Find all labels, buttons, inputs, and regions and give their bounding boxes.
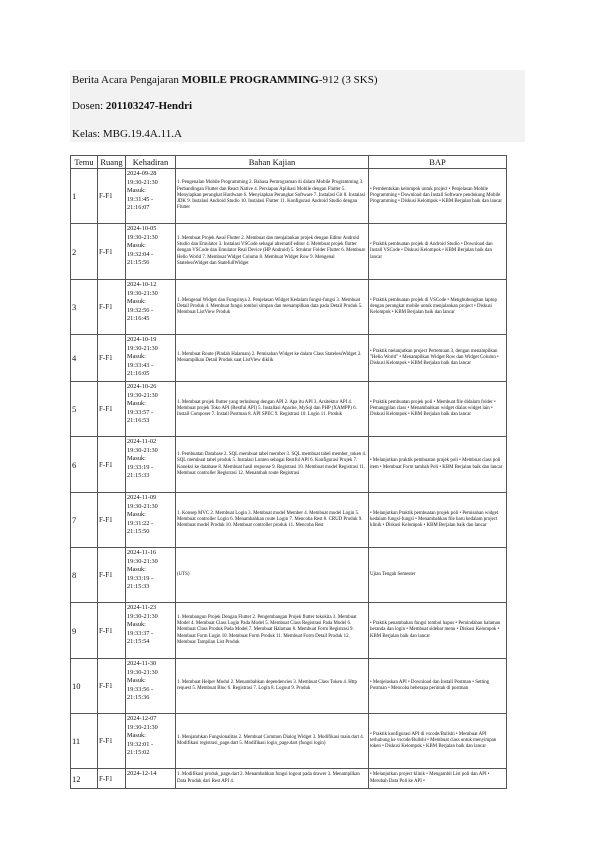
meeting-number: 2: [71, 224, 98, 280]
meeting-number: 6: [71, 437, 98, 493]
meeting-number: 10: [71, 659, 98, 714]
attendance-cell: [126, 437, 176, 493]
session-date: 2024-12-14: [127, 770, 157, 777]
course-material: 1. Menjatuhkan Fungsionalitas 2. Membuat Common Dialog Widget 3. Modifikasi main.dart 4. Modifikasi registrasi_page.dart 5. Modifikasi login_page.dart (fungsi login): [176, 714, 369, 769]
session-time: 19:30-21:30: [127, 723, 158, 731]
check-in-label: Masuk:: [127, 677, 146, 685]
teaching-report: • Melanjutkan Praktik pembuatan projek poli • Pemisahan widget kedalam fungsi-fungsi • Menambahkan file baru kedalam project klinik • Diskusi Kelompok • KBM Berjalan baik dan lancar: [369, 493, 507, 548]
teaching-report: • Praktik melanjutkan project Pertemuan 3, dengan menampilkan "Hello World" • Menampilkan Widget Row dan Widget Column • Diskusi Kelompok • KBM Berjalan baik dan lancar: [369, 335, 507, 382]
check-in-time: 19:33:56 - 21:15:36: [127, 685, 154, 702]
session-date: 2024-11-16: [127, 549, 157, 556]
session-time: 19:30-21:30: [127, 391, 158, 399]
teaching-report: • Praktik pembuatan projek di VSCode • Menghubungkan laptop dengan perangkat mobile untuk menjalankan project • Diskusi Kelompok • KBM Berjalan baik dan lancar: [369, 280, 507, 335]
meeting-number: 12: [71, 769, 98, 789]
session-time: 19:30-21:30: [127, 344, 158, 352]
check-in-time: 19:33:19 - 21:15:33: [127, 574, 154, 591]
session-date: 2024-10-12: [127, 281, 157, 288]
session-time: 19:30-21:30: [127, 668, 158, 676]
course-material: 1. Membuat projek flutter yang terhubung dengan API 2. Apa itu API 3. Arsitektur API 4. Membuat projek Toko API (Restful API) 5. Installasi Apache, MySql dan PHP (XAMPP) 6. Install Composer 7. Install Postman 8. API SPEC 9. Registrasi 10. Login 11. Produk: [176, 382, 369, 437]
teaching-record-table: [70, 155, 507, 789]
session-time: 19:30-21:30: [127, 557, 158, 565]
check-in-label: Masuk:: [127, 187, 146, 195]
room: F-F1: [98, 224, 126, 280]
check-in-time: 19:31:22 - 21:15:50: [127, 519, 154, 536]
meeting-number: 4: [71, 335, 98, 382]
attendance-cell: [126, 603, 176, 659]
session-time: 19:30-21:30: [127, 446, 158, 454]
room: F-F1: [98, 603, 126, 659]
teaching-report: • Pembentukan kelompok untuk project • Penjelasan Mobile Programming • Download dan Install Software pendukung Mobile Programming • Diskusi Kelompok • KBM Berjalan baik dan lancar: [369, 169, 507, 224]
table-row: [71, 714, 507, 769]
check-in-label: Masuk:: [127, 511, 146, 519]
room: F-F1: [98, 714, 126, 769]
session-time: 19:30-21:30: [127, 178, 158, 186]
table-row: [71, 224, 507, 280]
session-date: 2024-11-30: [127, 660, 157, 667]
class-line: Kelas: MBG.19.4A.11.A: [72, 128, 182, 140]
col-header-bap: BAP: [369, 156, 507, 169]
check-in-label: Masuk:: [127, 353, 146, 361]
attendance-cell: [126, 382, 176, 437]
check-in-time: 19:33:43 - 21:16:05: [127, 361, 154, 378]
attendance-cell: [126, 714, 176, 769]
attendance-cell: [126, 659, 176, 714]
session-date: 2024-10-26: [127, 383, 157, 390]
attendance-cell: [126, 280, 176, 335]
check-in-label: Masuk:: [127, 400, 146, 408]
col-header-ruang: Ruang: [98, 156, 126, 169]
table-row: [71, 659, 507, 714]
course-material: 1. Membangun Projek Dengan Flutter 2. Pengembangan Projek flutter tokokita 3. Membuat Model 4. Membuat Class Login Pada Model 5. Membuat Class Registrasi Pada Model 6. Membuat Class Produk Pada Model 7. Membuat Halaman 8. Membuat Form Registrasi 9. Membuat Form Login 10. Membuat Form Produk 11. Membuat Form Detail Produk 12. Membuat Tampilan List Produk: [176, 603, 369, 659]
session-time: 19:30-21:30: [127, 233, 158, 241]
table-row: [71, 169, 507, 224]
room: F-F1: [98, 659, 126, 714]
teaching-report: Ujian Tengah Semester: [369, 548, 507, 603]
teaching-report: • Menjelaskan API • Download dan Install Postman • Setting Postman • Mencoba beberapa perintah di postman: [369, 659, 507, 714]
teaching-report: • Praktik konfigurasi API di vscode/Bullshi • Membuat API terhubung ke vscode/Bullshi • Membuat class untuk menyimpan token • Diskusi Kelompok • KBM Berjalan baik dan lancar: [369, 714, 507, 769]
check-in-time: 19:32:01 - 21:15:02: [127, 740, 154, 757]
room: F-F1: [98, 437, 126, 493]
check-in-time: 19:33:37 - 21:15:54: [127, 629, 154, 646]
attendance-cell: [126, 169, 176, 224]
meeting-number: 5: [71, 382, 98, 437]
course-material: 1. Mengenal Widget dan Fungsinya 2. Penjelasan Widget Kedalam fungsi-fungsi 3. Membuat Detail Produk 4. Membuat fungsi tombol simpan dan menampilkan data pada Detail Produk 5. Membuat ListView Produk: [176, 280, 369, 335]
room: F-F1: [98, 280, 126, 335]
room: F-F1: [98, 493, 126, 548]
check-in-label: Masuk:: [127, 242, 146, 250]
meeting-number: 8: [71, 548, 98, 603]
course-material: 1. Membuat Helper Modul 2. Menambahkan dependencies 3. Membuat Class Token 4. Http request 5. Membuat Bloc 6. Registrasi 7. Login 8. Logout 9. Produk: [176, 659, 369, 714]
table-row: [71, 603, 507, 659]
check-in-time: 19:32:56 - 21:16:45: [127, 306, 154, 323]
col-header-bahan-kajian: Bahan Kajian: [176, 156, 369, 169]
meeting-number: 1: [71, 169, 98, 224]
teaching-report: • Praktik pembuatan projek di Android Studio • Download dan Install VSCode • Diskusi Kelompok • KBM Berjalan baik dan lancar: [369, 224, 507, 280]
meeting-number: 7: [71, 493, 98, 548]
attendance-cell: [126, 224, 176, 280]
check-in-time: 19:33:57 - 21:16:53: [127, 408, 154, 425]
check-in-time: 19:33:19 - 21:15:33: [127, 463, 154, 480]
meeting-number: 9: [71, 603, 98, 659]
course-material: 1. Konsep MVC 2. Membuat Login 3. Membuat model Member 4. Membuat model Login 5. Membuat controller Login 6. Menambahkan route Login 7. Mencoba Rest 8. CRUD Produk 9. Membuat model Produk 10. Membuat controller produk 11. Mencoba Rest: [176, 493, 369, 548]
course-material: 1. Pembuatan Database 2. SQL membuat tabel member 3. SQL membuat tabel member_token 4. SQL membuat tabel produk 5. Instalasi Lumen sebagai Restful API 6. Konfigurasi Projek 7. Koneksi ke database 8. Membuat hasil response 9. Registrasi 10. Membuat model Registrasi 11. Membuat controller Registrasi 12. Menambah route Registrasi: [176, 437, 369, 493]
course-title: Berita Acara Pengajaran MOBILE PROGRAMMING-912 (3 SKS): [72, 74, 378, 86]
table-row: [71, 548, 507, 603]
room: F-F1: [98, 335, 126, 382]
table-row: [71, 335, 507, 382]
room: F-F1: [98, 382, 126, 437]
room: F-F1: [98, 169, 126, 224]
room: F-F1: [98, 548, 126, 603]
table-row: [71, 280, 507, 335]
table-row: [71, 769, 507, 789]
course-material: 1. Membuat Route (Pindah Halaman) 2. Pemisahan Widget ke dalam Class StatelessWidget 3. Menampilkan Detail Produk saat ListView diklik: [176, 335, 369, 382]
attendance-cell: [126, 769, 176, 789]
course-material: 1. Membuat Projek Awal Flutter 2. Membuat dan menjalankan projek dengan Editor Android Studio dan Emulator 3. Instalasi VSCode sebagai alternatif editor 4. Membuat projek flutter dengan VSCode dan Emulator Real Device (HP Android) 5. Struktur Folder Flutter 6. Membuat Hello World 7. Membuat Widget Column 8. Membuat Widget Row 9. Mengenal StatelessWidget dan StatefullWidget: [176, 224, 369, 280]
attendance-cell: [126, 548, 176, 603]
table-row: [71, 493, 507, 548]
table-row: [71, 382, 507, 437]
check-in-label: Masuk:: [127, 732, 146, 740]
col-header-temu: Temu: [71, 156, 98, 169]
check-in-time: 19:32:04 - 21:15:56: [127, 250, 154, 267]
course-material: (UTS): [176, 548, 369, 603]
course-material: 1. Pengenalan Mobile Programming 2. Bahasa Pemrograman di dalam Mobile Programming 3. Perbandingan Flutter dan React Native 4. Persiapan Aplikasi Mobile dengan Flutter 5. Menyiapkan perangkat Hardware 6. Menyiapkan Perangkat Software 7. Instalasi Git 8. Instalasi JDK 9. Instalasi Android Studio 10. Instalasi Flutter 11. Konfigurasi Android Studio dengan Flutter: [176, 169, 369, 224]
lecturer-line: Dosen: 201103247-Hendri: [72, 100, 193, 112]
course-name: MOBILE PROGRAMMING: [181, 74, 319, 86]
check-in-label: Masuk:: [127, 455, 146, 463]
meeting-number: 11: [71, 714, 98, 769]
check-in-label: Masuk:: [127, 621, 146, 629]
check-in-label: Masuk:: [127, 566, 146, 574]
attendance-cell: [126, 335, 176, 382]
teaching-report: • Praktik penambahan fungsi tombol hapus • Pemindahan halaman beranda dan login • Membuat sidebar menu • Diskusi Kelompok • KBM Berjalan baik dan lancar: [369, 603, 507, 659]
session-date: 2024-09-28: [127, 170, 157, 177]
teaching-report: • Melanjutkan praktik pembuatan projek poli • Membuat class poli item • Membuat Form tambah Poli • KBM Berjalan baik dan lancar: [369, 437, 507, 493]
session-time: 19:30-21:30: [127, 289, 158, 297]
table-row: [71, 437, 507, 493]
session-date: 2024-10-05: [127, 225, 157, 232]
meeting-number: 3: [71, 280, 98, 335]
room: F-F1: [98, 769, 126, 789]
check-in-label: Masuk:: [127, 298, 146, 306]
session-time: 19:30-21:30: [127, 612, 158, 620]
session-date: 2024-11-23: [127, 604, 157, 611]
course-material: 1. Modifikasi produk_page.dart 2. Menambahkan fungsi logout pada drawer 3. Menampilkan Data Produk dari Rest API 4.: [176, 769, 369, 789]
session-date: 2024-11-09: [127, 494, 157, 501]
session-date: 2024-10-19: [127, 336, 157, 343]
teaching-report: • Melanjutkan project klinik • Mengambil List poli dan API • Merubah Data Poli ke API •: [369, 769, 507, 789]
session-time: 19:30-21:30: [127, 502, 158, 510]
lecturer-name: 201103247-Hendri: [105, 100, 193, 112]
session-date: 2024-11-02: [127, 438, 157, 445]
check-in-time: 19:31:45 - 21:16:07: [127, 195, 154, 212]
table-header-row: [71, 156, 507, 169]
teaching-report: • Praktik pembuatan projek poli • Membuat file didalam folder • Pemanggilan class • Menambahkan widget dialas widget lain • Diskusi Kelompok • KBM Berjalan baik dan lancar: [369, 382, 507, 437]
attendance-cell: [126, 493, 176, 548]
session-date: 2024-12-07: [127, 715, 157, 722]
col-header-kehadiran: Kehadiran: [126, 156, 176, 169]
document-header: [70, 70, 525, 142]
